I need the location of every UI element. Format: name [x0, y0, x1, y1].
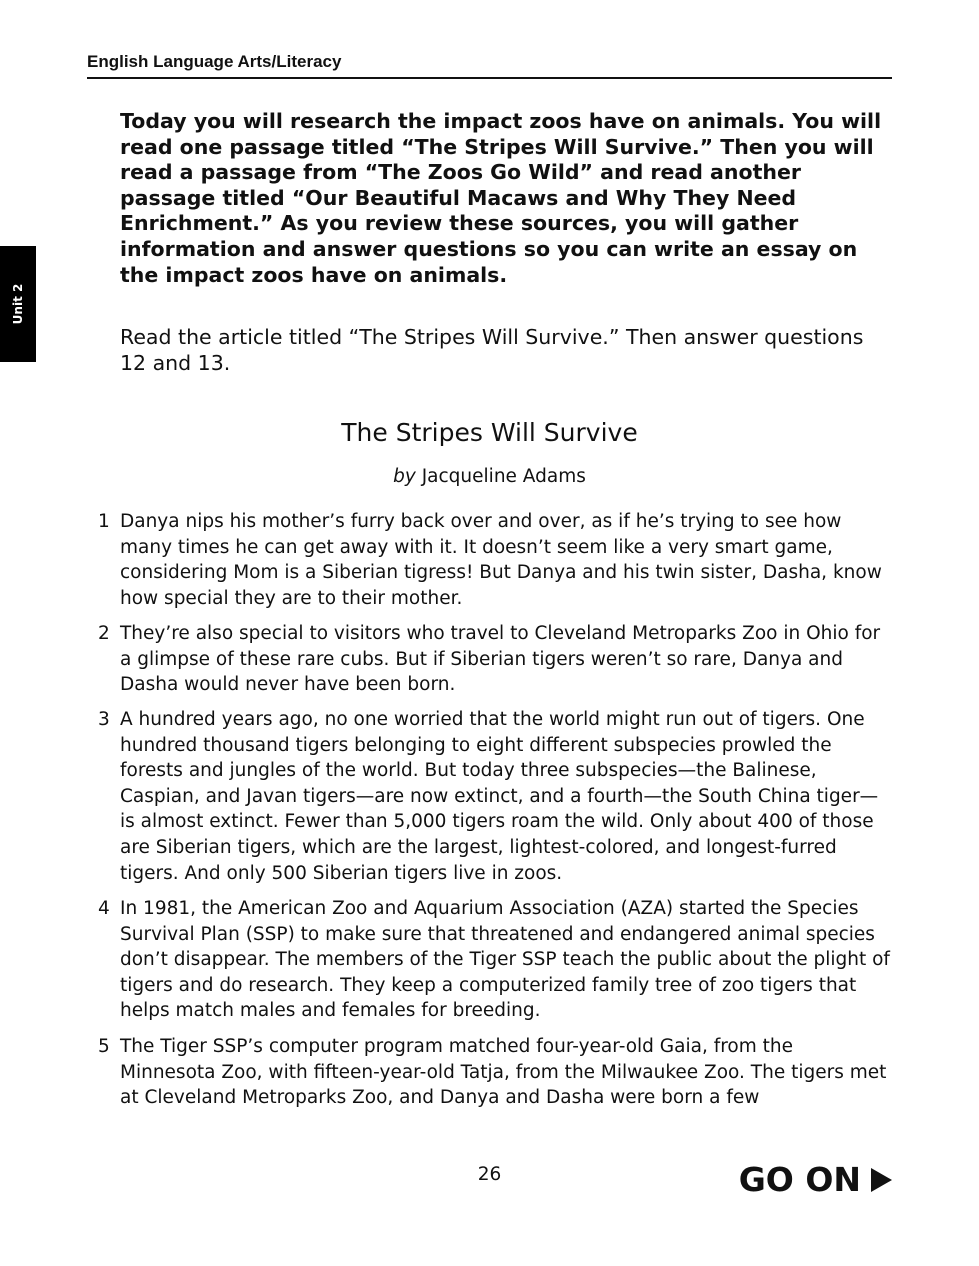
directions-text: Read the article titled “The Stripes Will Survive.” Then answer questions 12 and 13.	[120, 325, 864, 375]
paragraph-text: Danya nips his mother’s furry back over and over, as if he’s trying to see how many times he can get away with it. It doesn’t seem like a very smart game, considering Mom is a Siberian tigress! But Danya and his twin sister, Dasha, know how special they are to their mother.	[120, 511, 882, 609]
intro-text: Today you will research the impact zoos have on animals. You will read one passage titled “The Stripes Will Survive.” Then you will read a passage from “The Zoos Go Wild” and read another passage titled “Our Beautiful Macaws and Why They Need Enrichment.” As you review these sources, you will gather information and answer questions so you can write an essay on the impact zoos have on animals.	[120, 109, 882, 287]
paragraph-3	[98, 707, 892, 886]
go-on-indicator	[739, 1158, 892, 1202]
paragraph-text: They’re also special to visitors who travel to Cleveland Metroparks Zoo in Ohio for a glimpse of these rare cubs. But if Siberian tigers weren’t so rare, Danya and Dasha would never have been born.	[120, 623, 881, 696]
page-number: 26	[477, 1164, 502, 1185]
header-title: English Language Arts/Literacy	[87, 52, 342, 71]
paragraph-4	[98, 896, 892, 1024]
paragraph-1	[98, 509, 892, 611]
unit-tab-label: Unit 2	[11, 283, 25, 325]
paragraph-number: 2	[98, 623, 110, 644]
paragraph-2	[98, 621, 892, 698]
play-arrow-icon	[871, 1168, 892, 1192]
byline-prefix: by	[393, 466, 416, 487]
byline-author: Jacqueline Adams	[421, 466, 586, 487]
article-title: The Stripes Will Survive	[341, 418, 638, 447]
paragraph-text: The Tiger SSP’s computer program matched four-year-old Gaia, from the Minnesota Zoo, with fifteen-year-old Tatja, from the Milwaukee Zoo. The tigers met at Cleveland Metroparks Zoo, and Danya and Dasha were born a few	[120, 1036, 887, 1109]
paragraph-5	[98, 1034, 892, 1111]
unit-side-tab	[0, 246, 36, 362]
paragraph-number: 5	[98, 1036, 110, 1057]
paragraph-number: 4	[98, 898, 110, 919]
byline	[0, 465, 979, 489]
paragraph-number: 1	[98, 511, 110, 532]
paragraph-text: A hundred years ago, no one worried that the world might run out of tigers. One hundred thousand tigers belonging to eight different subspecies prowled the forests and jungles of the world. But today three subspecies—the Balinese, Caspian, and Javan tigers—are now extinct, and a fourth—the South China tiger—is almost extinct. Fewer than 5,000 tigers roam the wild. Only about 400 of those are Siberian tigers, which are the largest, lightest-colored, and longest-furred tigers. And only 500 Siberian tigers live in zoos.	[120, 709, 879, 884]
page-header	[87, 52, 892, 79]
paragraph-text: In 1981, the American Zoo and Aquarium Association (AZA) started the Species Survival Plan (SSP) to make sure that threatened and endangered animal species don’t disappear. The members of the Tiger SSP teach the public about the plight of tigers and do research. They keep a computerized family tree of zoo tigers that helps match males and females for breeding.	[120, 898, 890, 1022]
go-on-label: GO ON	[738, 1160, 861, 1199]
paragraph-number: 3	[98, 709, 110, 730]
